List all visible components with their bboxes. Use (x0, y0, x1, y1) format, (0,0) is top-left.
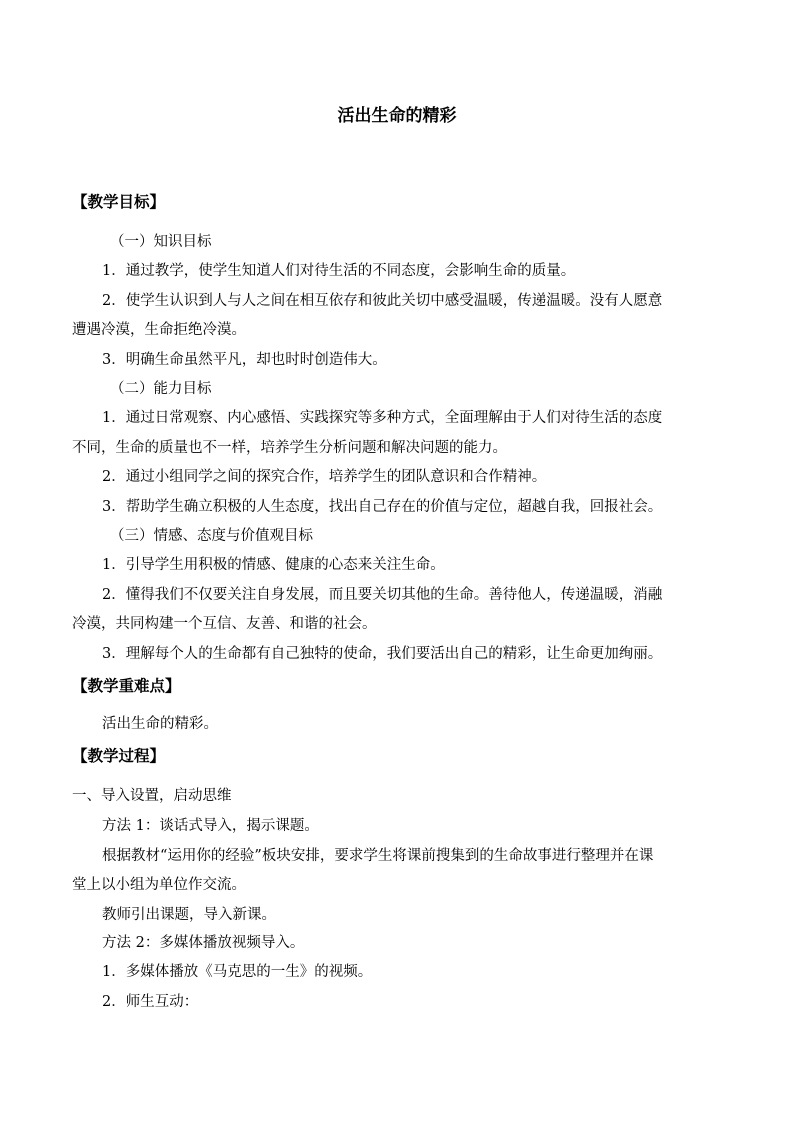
paragraph-line: 2．通过小组同学之间的探究合作，培养学生的团队意识和合作精神。 (102, 469, 547, 485)
subheading-knowledge-goals: （一）知识目标 (110, 234, 212, 250)
paragraph-line: 堂上以小组为单位作交流。 (72, 877, 246, 893)
paragraph-line: 1．通过日常观察、内心感悟、实践探究等多种方式，全面理解由于人们对待生活的态度 (102, 410, 663, 426)
paragraph-line: 1．通过教学，使学生知道人们对待生活的不同态度，会影响生命的质量。 (102, 263, 576, 279)
paragraph-line: 3．帮助学生确立积极的人生态度，找出自己存在的价值与定位，超越自我，回报社会。 (102, 499, 663, 515)
paragraph-line: 1．引导学生用积极的情感、健康的心态来关注生命。 (102, 557, 445, 573)
paragraph-line: 2．师生互动： (102, 994, 199, 1010)
subheading-emotion-goals: （三）情感、态度与价值观目标 (110, 528, 313, 544)
paragraph-line: 1．多媒体播放《马克思的一生》的视频。 (102, 964, 373, 980)
section-heading-key-points: 【教学重难点】 (72, 676, 181, 695)
section-heading-teaching-process: 【教学过程】 (72, 746, 166, 765)
paragraph-line: 2．使学生认识到人与人之间在相互依存和彼此关切中感受温暖，传递温暖。没有人愿意 (102, 293, 663, 309)
paragraph-line: 不同，生命的质量也不一样，培养学生分析问题和解决问题的能力。 (72, 440, 507, 456)
paragraph-line: 2．懂得我们不仅要关注自身发展，而且要关切其他的生命。善待他人，传递温暖，消融 (102, 587, 663, 603)
paragraph-line: 教师引出课题，导入新课。 (102, 907, 276, 923)
subheading-ability-goals: （二）能力目标 (110, 381, 212, 397)
section-heading-teaching-goals: 【教学目标】 (72, 192, 166, 211)
paragraph-line: 3．明确生命虽然平凡，却也时时创造伟大。 (102, 352, 387, 368)
paragraph-line: 遭遇冷漠，生命拒绝冷漠。 (72, 322, 246, 338)
paragraph-line: 根据教材“运用你的经验”板块安排，要求学生将课前搜集到的生命故事进行整理并在课 (102, 848, 654, 864)
document-title: 活出生命的精彩 (337, 106, 457, 126)
subheading-intro: 一、导入设置，启动思维 (72, 788, 232, 804)
paragraph-line: 方法 1：谈话式导入，揭示课题。 (102, 818, 319, 834)
paragraph-line: 方法 2：多媒体播放视频导入。 (102, 935, 305, 951)
paragraph-line: 冷漠，共同构建一个互信、友善、和谐的社会。 (72, 616, 377, 632)
paragraph-line: 3．理解每个人的生命都有自己独特的使命，我们要活出自己的精彩，让生命更加绚丽。 (102, 646, 663, 662)
paragraph-line: 活出生命的精彩。 (102, 716, 218, 732)
